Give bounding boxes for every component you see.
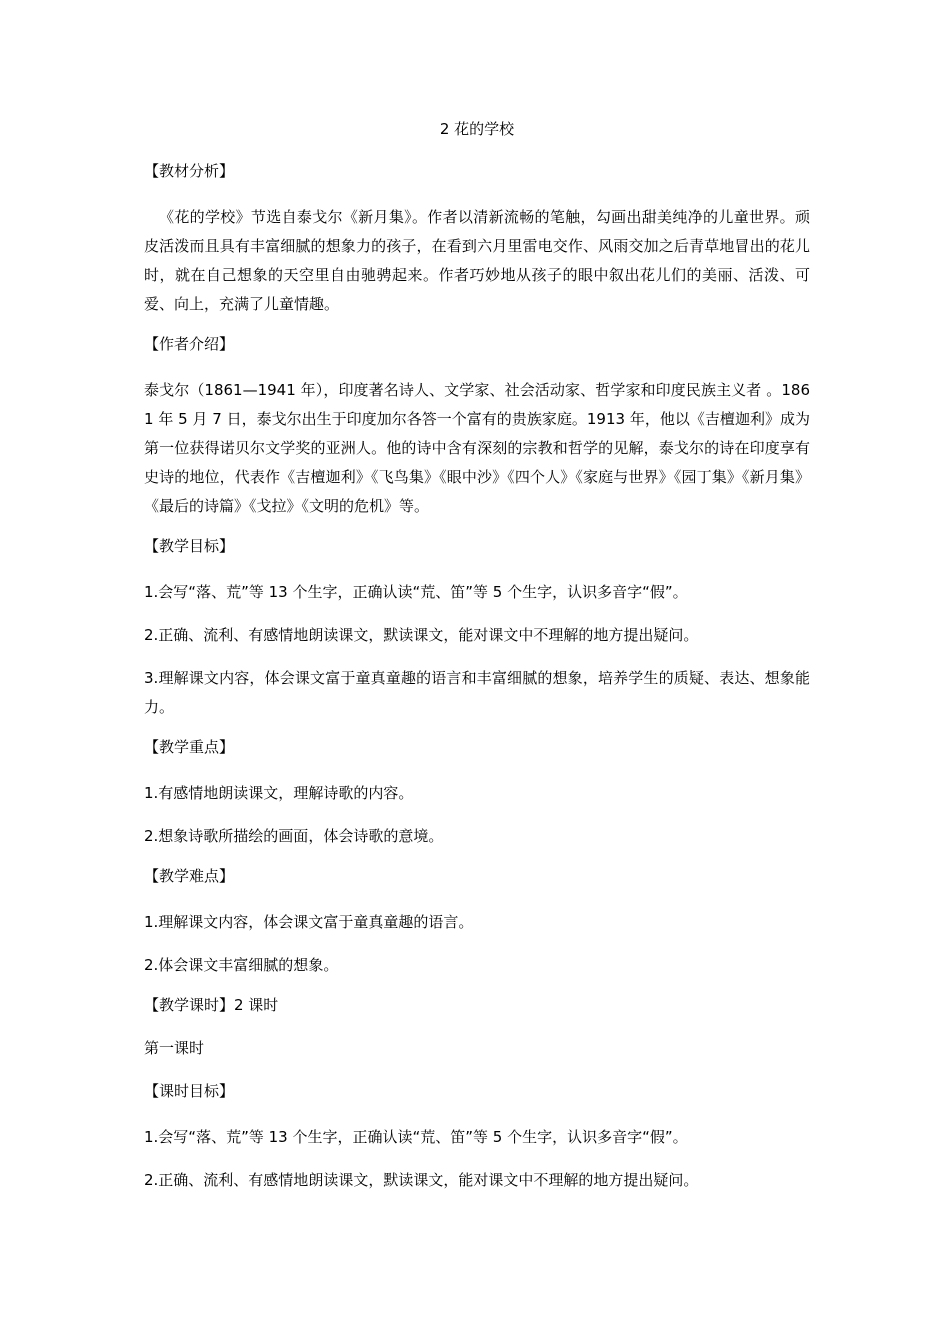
heading-key-points: 【教学重点】	[144, 738, 235, 756]
heading-teaching-goals: 【教学目标】	[144, 537, 235, 555]
document-title: 2 花的学校	[439, 120, 515, 138]
author-intro-paragraph: 泰戈尔（1861—1941 年），印度著名诗人、文学家、社会活动家、哲学家和印度民族主义者 。1861 年 5 月 7 日，泰戈尔出生于印度加尔各答一个富有的贵族家庭。1913 年，他以《吉檀迦利》成为第一位获得诺贝尔文学奖的亚洲人。他的诗中含有深刻的宗教和哲学的见解，泰戈尔的诗在印度享有史诗的地位，代表作《吉檀迦利》《飞鸟集》《眼中沙》《四个人》《家庭与世界》《园丁集》《新月集》《最后的诗篇》《戈拉》《文明的危机》等。	[144, 381, 810, 515]
heading-lesson-goals: 【课时目标】	[144, 1082, 235, 1100]
document-page	[144, 118, 810, 1209]
lesson-goal-item: 2.正确、流利、有感情地朗读课文，默读课文，能对课文中不理解的地方提出疑问。	[144, 1171, 699, 1189]
heading-author-intro: 【作者介绍】	[144, 335, 235, 353]
difficulty-item: 1.理解课文内容，体会课文富于童真童趣的语言。	[144, 913, 474, 931]
teaching-goal-item: 3.理解课文内容，体会课文富于童真童趣的语言和丰富细腻的想象，培养学生的质疑、表达、想象能力。	[144, 669, 810, 716]
key-point-item: 1.有感情地朗读课文，理解诗歌的内容。	[144, 784, 414, 802]
teaching-goal-item: 1.会写“落、荒”等 13 个生字，正确认读“荒、笛”等 5 个生字，认识多音字“假”。	[144, 583, 688, 601]
teaching-goal-item: 2.正确、流利、有感情地朗读课文，默读课文，能对课文中不理解的地方提出疑问。	[144, 626, 699, 644]
first-lesson-label: 第一课时	[144, 1039, 205, 1057]
difficulty-item: 2.体会课文丰富细腻的想象。	[144, 956, 339, 974]
lesson-goal-item: 1.会写“落、荒”等 13 个生字，正确认读“荒、笛”等 5 个生字，认识多音字“假”。	[144, 1128, 688, 1146]
heading-difficulties: 【教学难点】	[144, 867, 235, 885]
class-hours: 【教学课时】2 课时	[144, 996, 279, 1014]
textbook-analysis-paragraph: 《花的学校》节选自泰戈尔《新月集》。作者以清新流畅的笔触，勾画出甜美纯净的儿童世界。顽皮活泼而且具有丰富细腻的想象力的孩子，在看到六月里雷电交作、风雨交加之后青草地冒出的花儿时，就在自己想象的天空里自由驰骋起来。作者巧妙地从孩子的眼中叙出花儿们的美丽、活泼、可爱、向上，充满了儿童情趣。	[144, 208, 810, 313]
key-point-item: 2.想象诗歌所描绘的画面，体会诗歌的意境。	[144, 827, 444, 845]
heading-textbook-analysis: 【教材分析】	[144, 162, 235, 180]
